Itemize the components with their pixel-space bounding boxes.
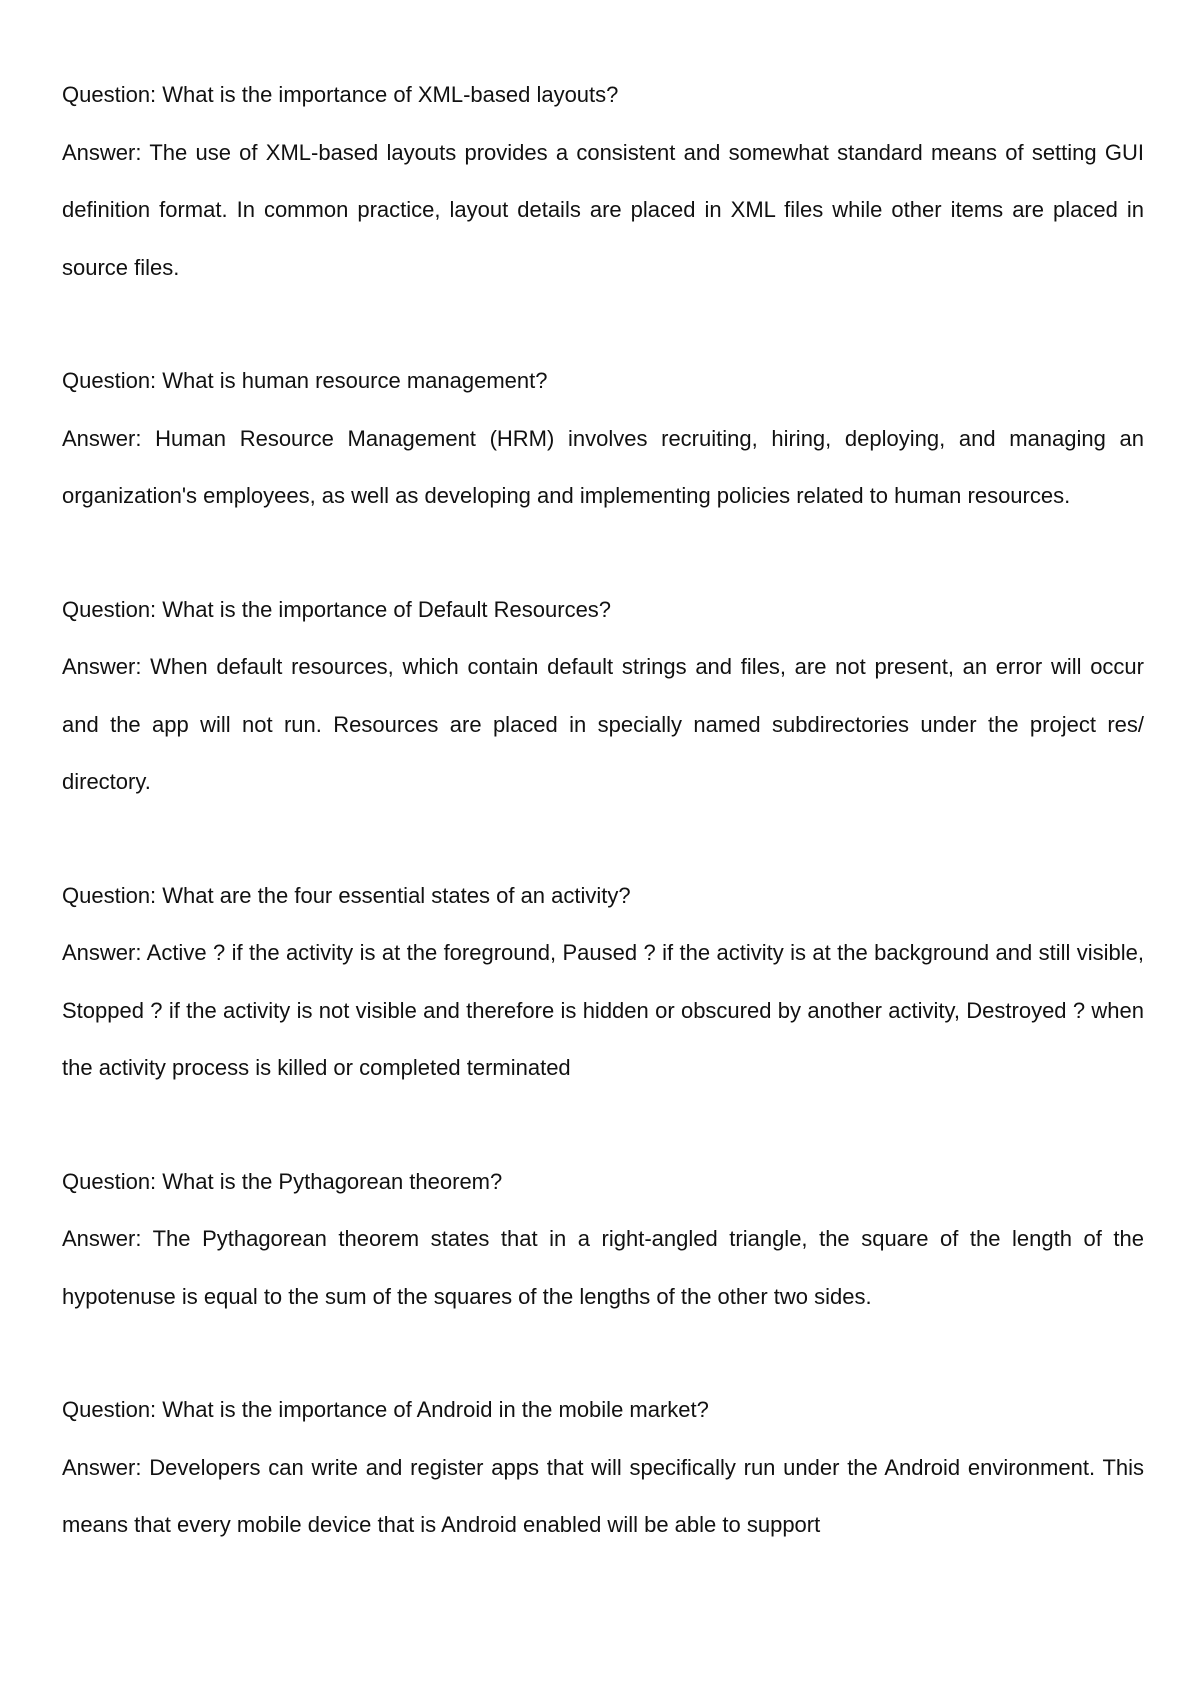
qa-item (62, 1381, 1144, 1554)
answer-text: Answer: Developers can write and register apps that will specifically run under the Android environment. This means that every mobile device that is Android enabled will be able to support (62, 1454, 1144, 1537)
question-text: Question: What is the importance of Default Resources? (62, 596, 612, 622)
answer-text: Answer: Active ? if the activity is at the foreground, Paused ? if the activity is at the background and still visible, Stopped ? if the activity is not visible and therefore is hidden or obscured by another activity, Destroyed ? when the activity process is killed or completed terminated (62, 940, 1144, 1080)
qa-list (62, 66, 1144, 1610)
answer-text: Answer: Human Resource Management (HRM) involves recruiting, hiring, deploying, and managing an organization's employees, as well as developing and implementing policies related to human resources. (62, 425, 1144, 508)
answer-text: Answer: The Pythagorean theorem states that in a right-angled triangle, the square of the length of the hypotenuse is equal to the sum of the squares of the lengths of the other two sides. (62, 1226, 1144, 1309)
question-text: Question: What is the importance of Android in the mobile market? (62, 1397, 709, 1422)
qa-item (62, 867, 1144, 1097)
qa-item (62, 1153, 1144, 1326)
qa-item (62, 581, 1144, 811)
answer-text: Answer: The use of XML-based layouts provides a consistent and somewhat standard means of setting GUI definition format. In common practice, layout details are placed in XML files while other items are placed in source files. (62, 139, 1144, 280)
question-text: Question: What is the Pythagorean theorem? (62, 1168, 503, 1194)
answer-text: Answer: When default resources, which contain default strings and files, are not present, an error will occur and the app will not run. Resources are placed in specially named subdirectories under the project res/ directory. (62, 654, 1144, 794)
qa-item (62, 66, 1144, 296)
question-text: Question: What is human resource management? (62, 368, 548, 393)
question-text: Question: What is the importance of XML-based layouts? (62, 82, 619, 107)
question-text: Question: What are the four essential states of an activity? (62, 882, 631, 908)
qa-item (62, 352, 1144, 525)
